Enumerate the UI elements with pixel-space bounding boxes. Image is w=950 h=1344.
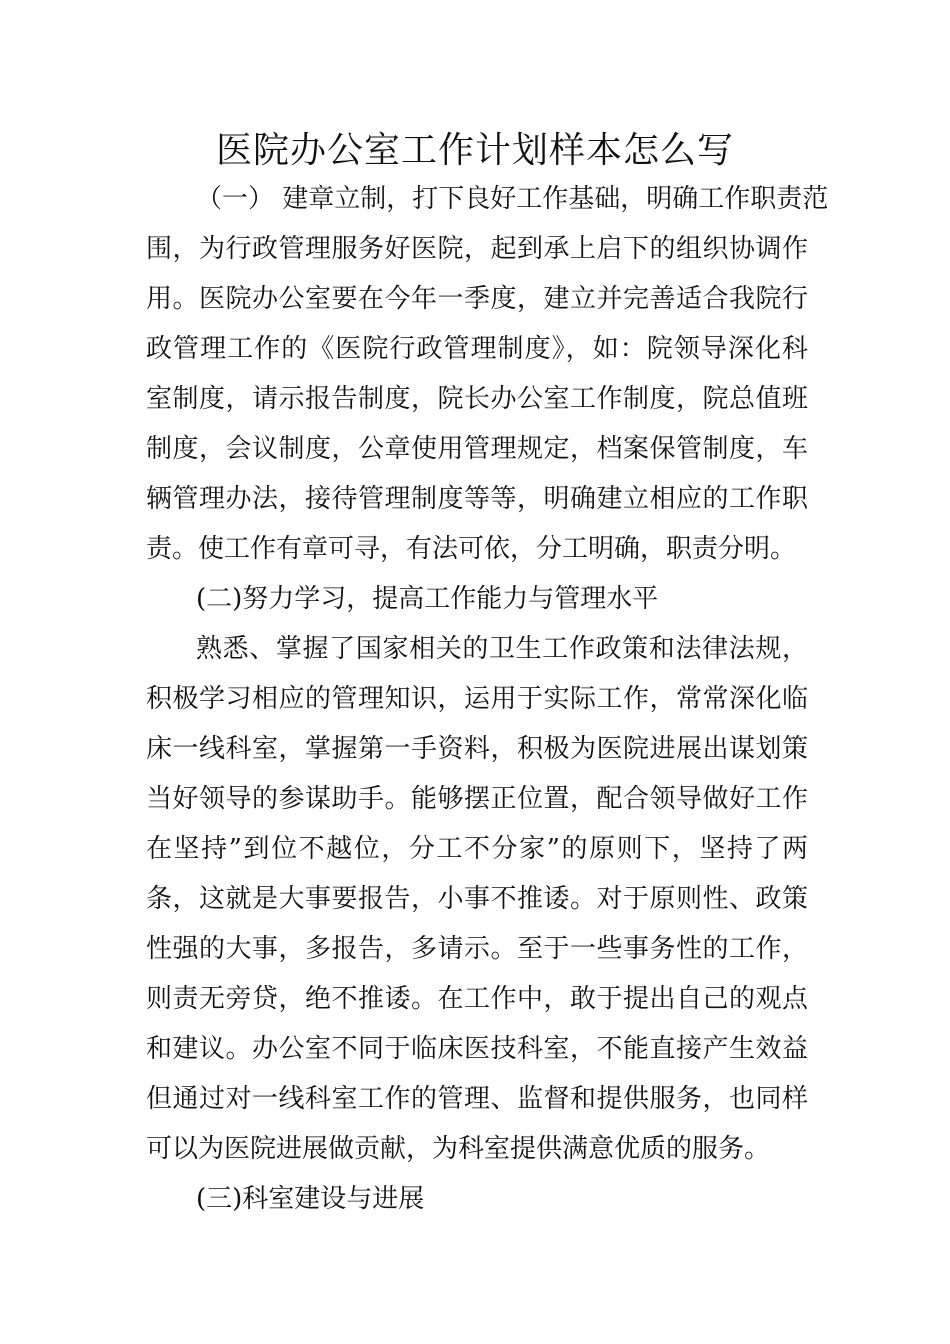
paragraph-line: 在坚持”到位不越位，分工不分家”的原则下，坚持了两	[146, 834, 808, 864]
paragraph-line: （一） 建章立制，打下良好工作基础，明确工作职责范	[196, 184, 829, 214]
section-heading: (二)努力学习，提高工作能力与管理水平	[196, 584, 659, 614]
paragraph-line: 床一线科室，掌握第一手资料，积极为医院进展出谋划策	[146, 734, 808, 764]
paragraph-line: 可以为医院进展做贡献，为科室提供满意优质的服务。	[146, 1134, 771, 1164]
paragraph-line: 熟悉、掌握了国家相关的卫生工作政策和法律法规，	[196, 634, 808, 664]
paragraph-line: 积极学习相应的管理知识，运用于实际工作，常常深化临	[146, 684, 808, 714]
paragraph-line: 政管理工作的《医院行政管理制度》，如：院领导深化科	[146, 334, 808, 364]
paragraph-line: 性强的大事，多报告，多请示。至于一些事务性的工作，	[146, 934, 808, 964]
paragraph-line: 围，为行政管理服务好医院，起到承上启下的组织协调作	[146, 234, 808, 264]
paragraph-line: 用。医院办公室要在今年一季度，建立并完善适合我院行	[146, 284, 808, 314]
paragraph-line: 但通过对一线科室工作的管理、监督和提供服务，也同样	[146, 1084, 808, 1114]
paragraph-line: 辆管理办法，接待管理制度等等，明确建立相应的工作职	[146, 484, 808, 514]
document-title: 医院办公室工作计划样本怎么写	[215, 130, 734, 171]
paragraph-line: 和建议。办公室不同于临床医技科室，不能直接产生效益	[146, 1034, 808, 1064]
paragraph-line: 则责无旁贷，绝不推诿。在工作中，敢于提出自己的观点	[146, 984, 808, 1014]
paragraph-line: 室制度，请示报告制度，院长办公室工作制度，院总值班	[146, 384, 808, 414]
paragraph-line: 制度，会议制度，公章使用管理规定，档案保管制度，车	[146, 434, 808, 464]
paragraph-line: 责。使工作有章可寻，有法可依，分工明确，职责分明。	[146, 534, 797, 564]
paragraph-line: 条，这就是大事要报告，小事不推诿。对于原则性、政策	[146, 884, 808, 914]
section-heading: (三)科室建设与进展	[196, 1184, 425, 1214]
paragraph-line: 当好领导的参谋助手。能够摆正位置，配合领导做好工作	[146, 784, 808, 814]
